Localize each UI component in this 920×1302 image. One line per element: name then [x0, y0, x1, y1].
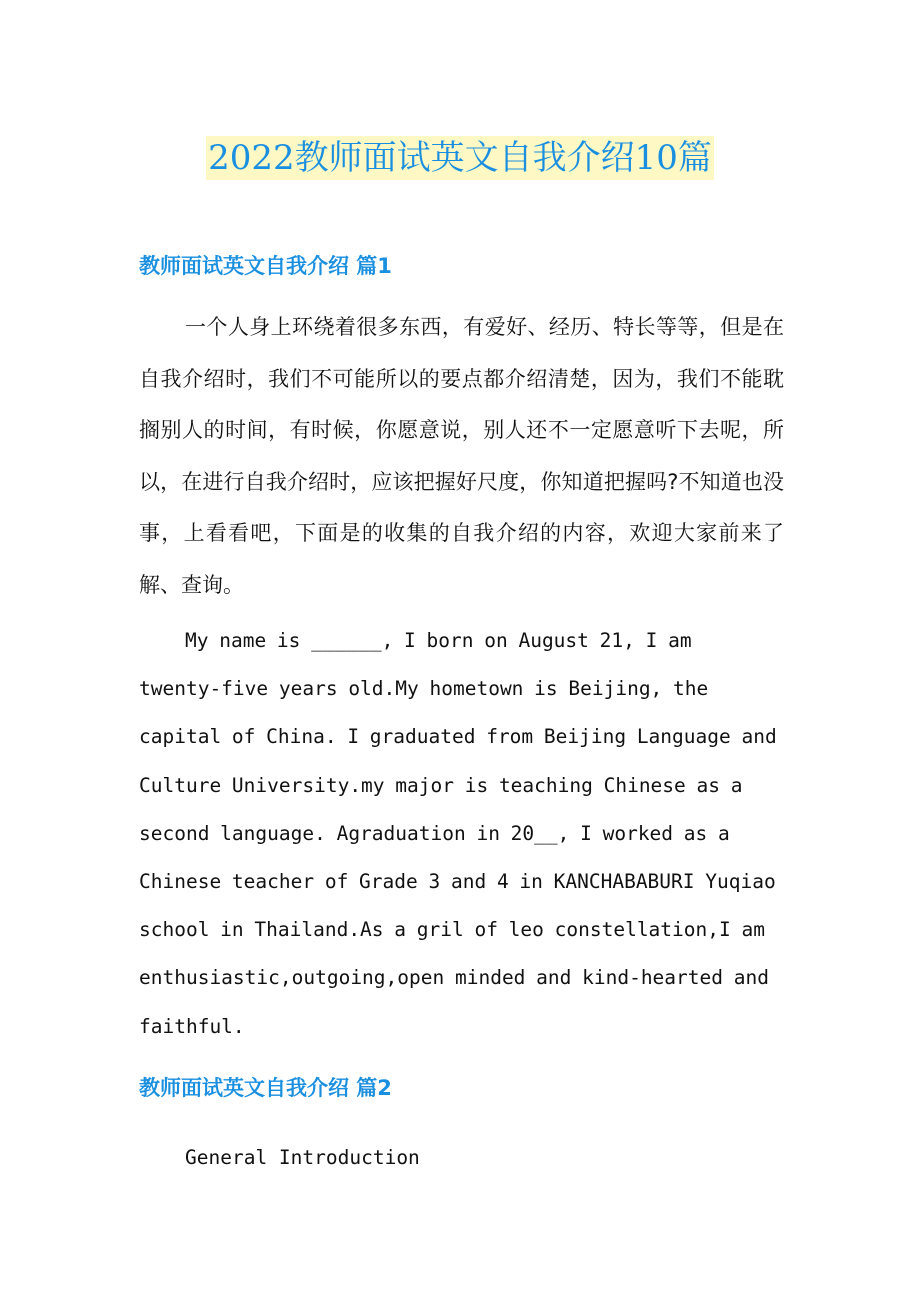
section-heading-2: 教师面试英文自我介绍 篇2 [139, 1076, 392, 1100]
section-1-english-paragraph: My name is ______, I born on August 21, I am twenty-five years old.My hometown is Beijing, the capital of China. I graduated from Beijing Language and Culture University.my major is teaching Chinese as a second language. Agraduation in 20__, I worked as a Chinese teacher of Grade 3 and 4 in KANCHABABURI Yuqiao school in Thailand.As a gril of leo constellation,I am enthusiastic,outgoing,open minded and kind-hearted and faithful. [139, 629, 777, 1038]
document-title-text: 2022教师面试英文自我介绍10篇 [208, 138, 712, 178]
section-heading-1: 教师面试英文自我介绍 篇1 [139, 254, 392, 278]
section-2-first-line: General Introduction [185, 1146, 420, 1169]
document-title [0, 132, 920, 184]
section-1-intro-paragraph: 一个人身上环绕着很多东西，有爱好、经历、特长等等，但是在自我介绍时，我们不可能所以的要点都介绍清楚，因为，我们不能耽搁别人的时间，有时候，你愿意说，别人还不一定愿意听下去呢，所以，在进行自我介绍时，应该把握好尺度，你知道把握吗?不知道也没事，上看看吧，下面是的收集的自我介绍的内容，欢迎大家前来了解、查询。 [139, 315, 784, 597]
